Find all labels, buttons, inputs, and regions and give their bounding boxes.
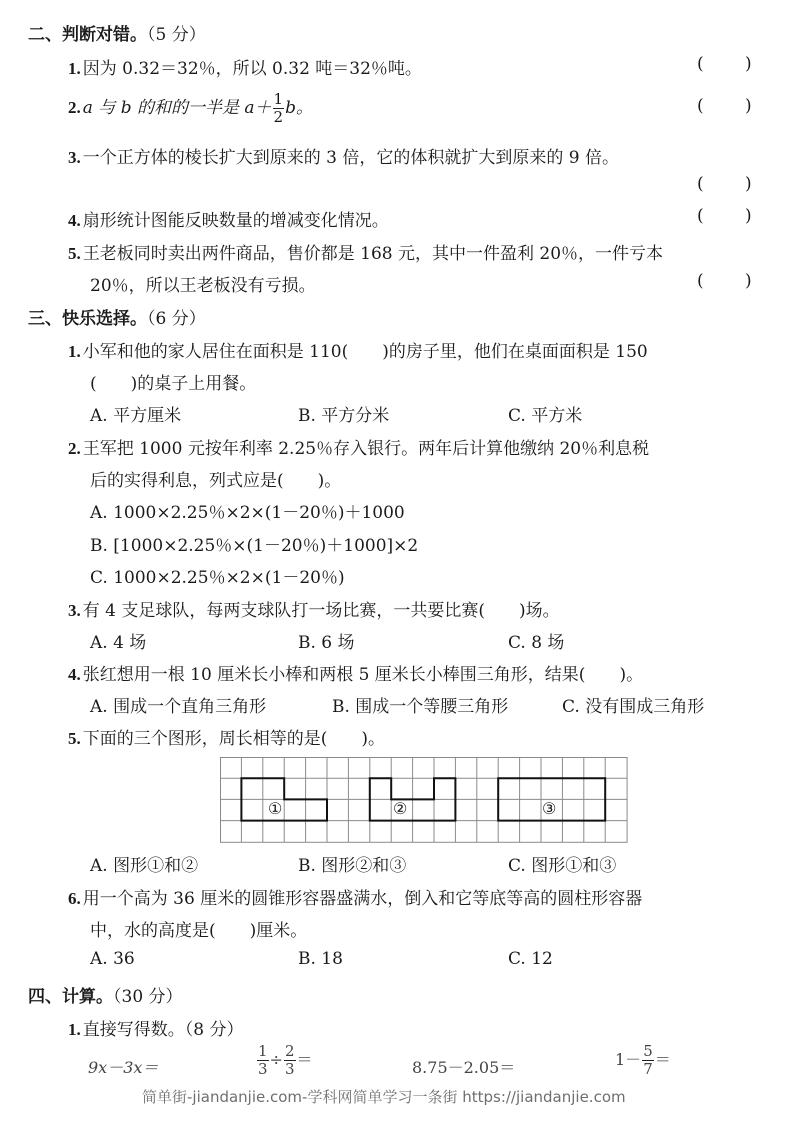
equals: ＝ [296, 1050, 313, 1069]
judge-question-5 [68, 239, 663, 264]
watermark: 简单街-jiandanjie.com-学科网简单学习一条街 https://jiandanjie.com [142, 1088, 626, 1106]
denominator: 3 [258, 1060, 268, 1078]
section-3-heading [28, 304, 206, 329]
question-text: 小军和他的家人居住在面积是 110( )的房子里，他们在桌面面积是 150 [82, 342, 648, 362]
answer-blank-3[interactable]: ( ) [697, 174, 752, 194]
question-number: 4. [68, 665, 81, 684]
section-title: 二、判断对错。 [28, 25, 147, 45]
option-c[interactable]: C. 平方米 [508, 406, 583, 426]
question-text: a 与 b 的和的一半是 a＋ [82, 98, 272, 118]
numerator: 1 [273, 90, 284, 108]
denominator: 2 [273, 108, 284, 126]
option-b[interactable]: B. 平方分米 [298, 406, 390, 426]
option-c[interactable]: C. 1000×2.25％×2×(1－20％) [90, 568, 345, 588]
answer-blank-2[interactable]: ( ) [697, 96, 752, 116]
numerator: 5 [643, 1042, 653, 1060]
choice-question-3 [68, 596, 560, 621]
question-number: 1. [68, 59, 81, 78]
question-number: 1. [68, 342, 81, 361]
calc-item-1 [88, 1055, 158, 1078]
fraction [284, 1044, 296, 1077]
section-points: （8 分） [184, 1020, 244, 1040]
expression: 1－ [615, 1050, 642, 1069]
denominator: 3 [284, 1060, 295, 1078]
question-text: 用一个高为 36 厘米的圆锥形容器盛满水，倒入和它等底等高的圆柱形容器 [82, 889, 643, 909]
question-text: 直接写得数。 [82, 1020, 185, 1040]
option-a[interactable]: A. 1000×2.25％×2×(1－20％)＋1000 [90, 503, 405, 523]
question-text: 下面的三个图形，周长相等的是( )。 [82, 729, 386, 749]
section-title: 三、快乐选择。 [28, 309, 147, 329]
calc-subsection-1 [68, 1015, 243, 1040]
question-text-end: b。 [285, 98, 313, 118]
question-number: 1. [68, 1020, 81, 1039]
shape-1-label: ① [268, 799, 283, 818]
option-b[interactable]: B. 6 场 [298, 633, 355, 653]
option-b[interactable]: B. [1000×2.25％×(1－20％)＋1000]×2 [90, 536, 419, 556]
question-text: 有 4 支足球队，每两支球队打一场比赛，一共要比赛( )场。 [82, 601, 560, 621]
section-points: （30 分） [113, 987, 183, 1007]
choice-question-2 [68, 434, 649, 459]
section-title: 四、计算。 [28, 987, 113, 1007]
section-points: （6 分） [147, 309, 206, 329]
question-number: 4. [68, 211, 81, 230]
option-c[interactable]: C. 8 场 [508, 633, 565, 653]
section-points: （5 分） [147, 25, 206, 45]
fraction [642, 1044, 654, 1077]
option-c[interactable]: C. 没有围成三角形 [562, 697, 705, 717]
choice-question-6-cont: 中，水的高度是( )厘米。 [90, 921, 308, 941]
section-2-heading [28, 20, 206, 45]
choice-question-1 [68, 337, 648, 362]
choice-question-2-cont: 后的实得利息，列式应是( )。 [90, 471, 342, 491]
fraction [273, 92, 285, 125]
option-a[interactable]: A. 围成一个直角三角形 [90, 697, 267, 717]
judge-question-5-cont: 20％，所以王老板没有亏损。 [90, 276, 316, 296]
answer-blank-1[interactable]: ( ) [697, 54, 752, 74]
numerator: 2 [284, 1042, 295, 1060]
numerator: 1 [258, 1042, 268, 1060]
choice-question-6 [68, 884, 642, 909]
option-a[interactable]: A. 4 场 [90, 633, 147, 653]
section-4-heading [28, 982, 183, 1007]
question-number: 2. [68, 439, 81, 458]
judge-question-1 [68, 54, 422, 79]
calc-item-3 [412, 1055, 515, 1078]
option-c[interactable]: C. 12 [508, 949, 553, 969]
judge-question-2 [68, 92, 313, 125]
option-b[interactable]: B. 18 [298, 949, 343, 969]
question-text: 一个正方体的棱长扩大到原来的 3 倍，它的体积就扩大到原来的 9 倍。 [82, 148, 619, 168]
denominator: 7 [643, 1060, 653, 1078]
question-number: 5. [68, 729, 81, 748]
question-text: 王军把 1000 元按年利率 2.25％存入银行。两年后计算他缴纳 20％利息税 [82, 439, 650, 459]
option-b[interactable]: B. 围成一个等腰三角形 [332, 697, 509, 717]
calc-item-2 [256, 1044, 313, 1077]
operator: ÷ [269, 1050, 283, 1069]
shape-2-label: ② [393, 799, 408, 818]
question-number: 3. [68, 148, 81, 167]
question-number: 2. [68, 98, 81, 117]
question-text: 王老板同时卖出两件商品，售价都是 168 元，其中一件盈利 20％，一件亏本 [82, 244, 664, 264]
judge-question-3 [68, 143, 619, 168]
expression: 9x－3x＝ [88, 1058, 159, 1077]
choice-question-5 [68, 724, 385, 749]
equals: ＝ [654, 1050, 671, 1069]
expression: 8.75－2.05＝ [412, 1058, 516, 1077]
question-text: 扇形统计图能反映数量的增减变化情况。 [82, 211, 389, 231]
question-number: 3. [68, 601, 81, 620]
answer-blank-5[interactable]: ( ) [697, 271, 752, 291]
fraction [257, 1044, 269, 1077]
option-a[interactable]: A. 平方厘米 [90, 406, 182, 426]
option-c[interactable]: C. 图形①和③ [508, 856, 617, 876]
question-number: 6. [68, 889, 81, 908]
question-number: 5. [68, 244, 81, 263]
answer-blank-4[interactable]: ( ) [697, 206, 752, 226]
choice-question-4 [68, 660, 643, 685]
shape-3-label: ③ [542, 799, 557, 818]
question-text: 因为 0.32＝32％，所以 0.32 吨＝32％吨。 [82, 59, 422, 79]
question-text: 张红想用一根 10 厘米长小棒和两根 5 厘米长小棒围三角形，结果( )。 [82, 665, 644, 685]
option-a[interactable]: A. 36 [90, 949, 135, 969]
option-b[interactable]: B. 图形②和③ [298, 856, 407, 876]
calc-item-4 [615, 1044, 671, 1077]
option-a[interactable]: A. 图形①和② [90, 856, 199, 876]
judge-question-4 [68, 206, 389, 231]
choice-question-1-cont: ( )的桌子上用餐。 [90, 374, 257, 394]
